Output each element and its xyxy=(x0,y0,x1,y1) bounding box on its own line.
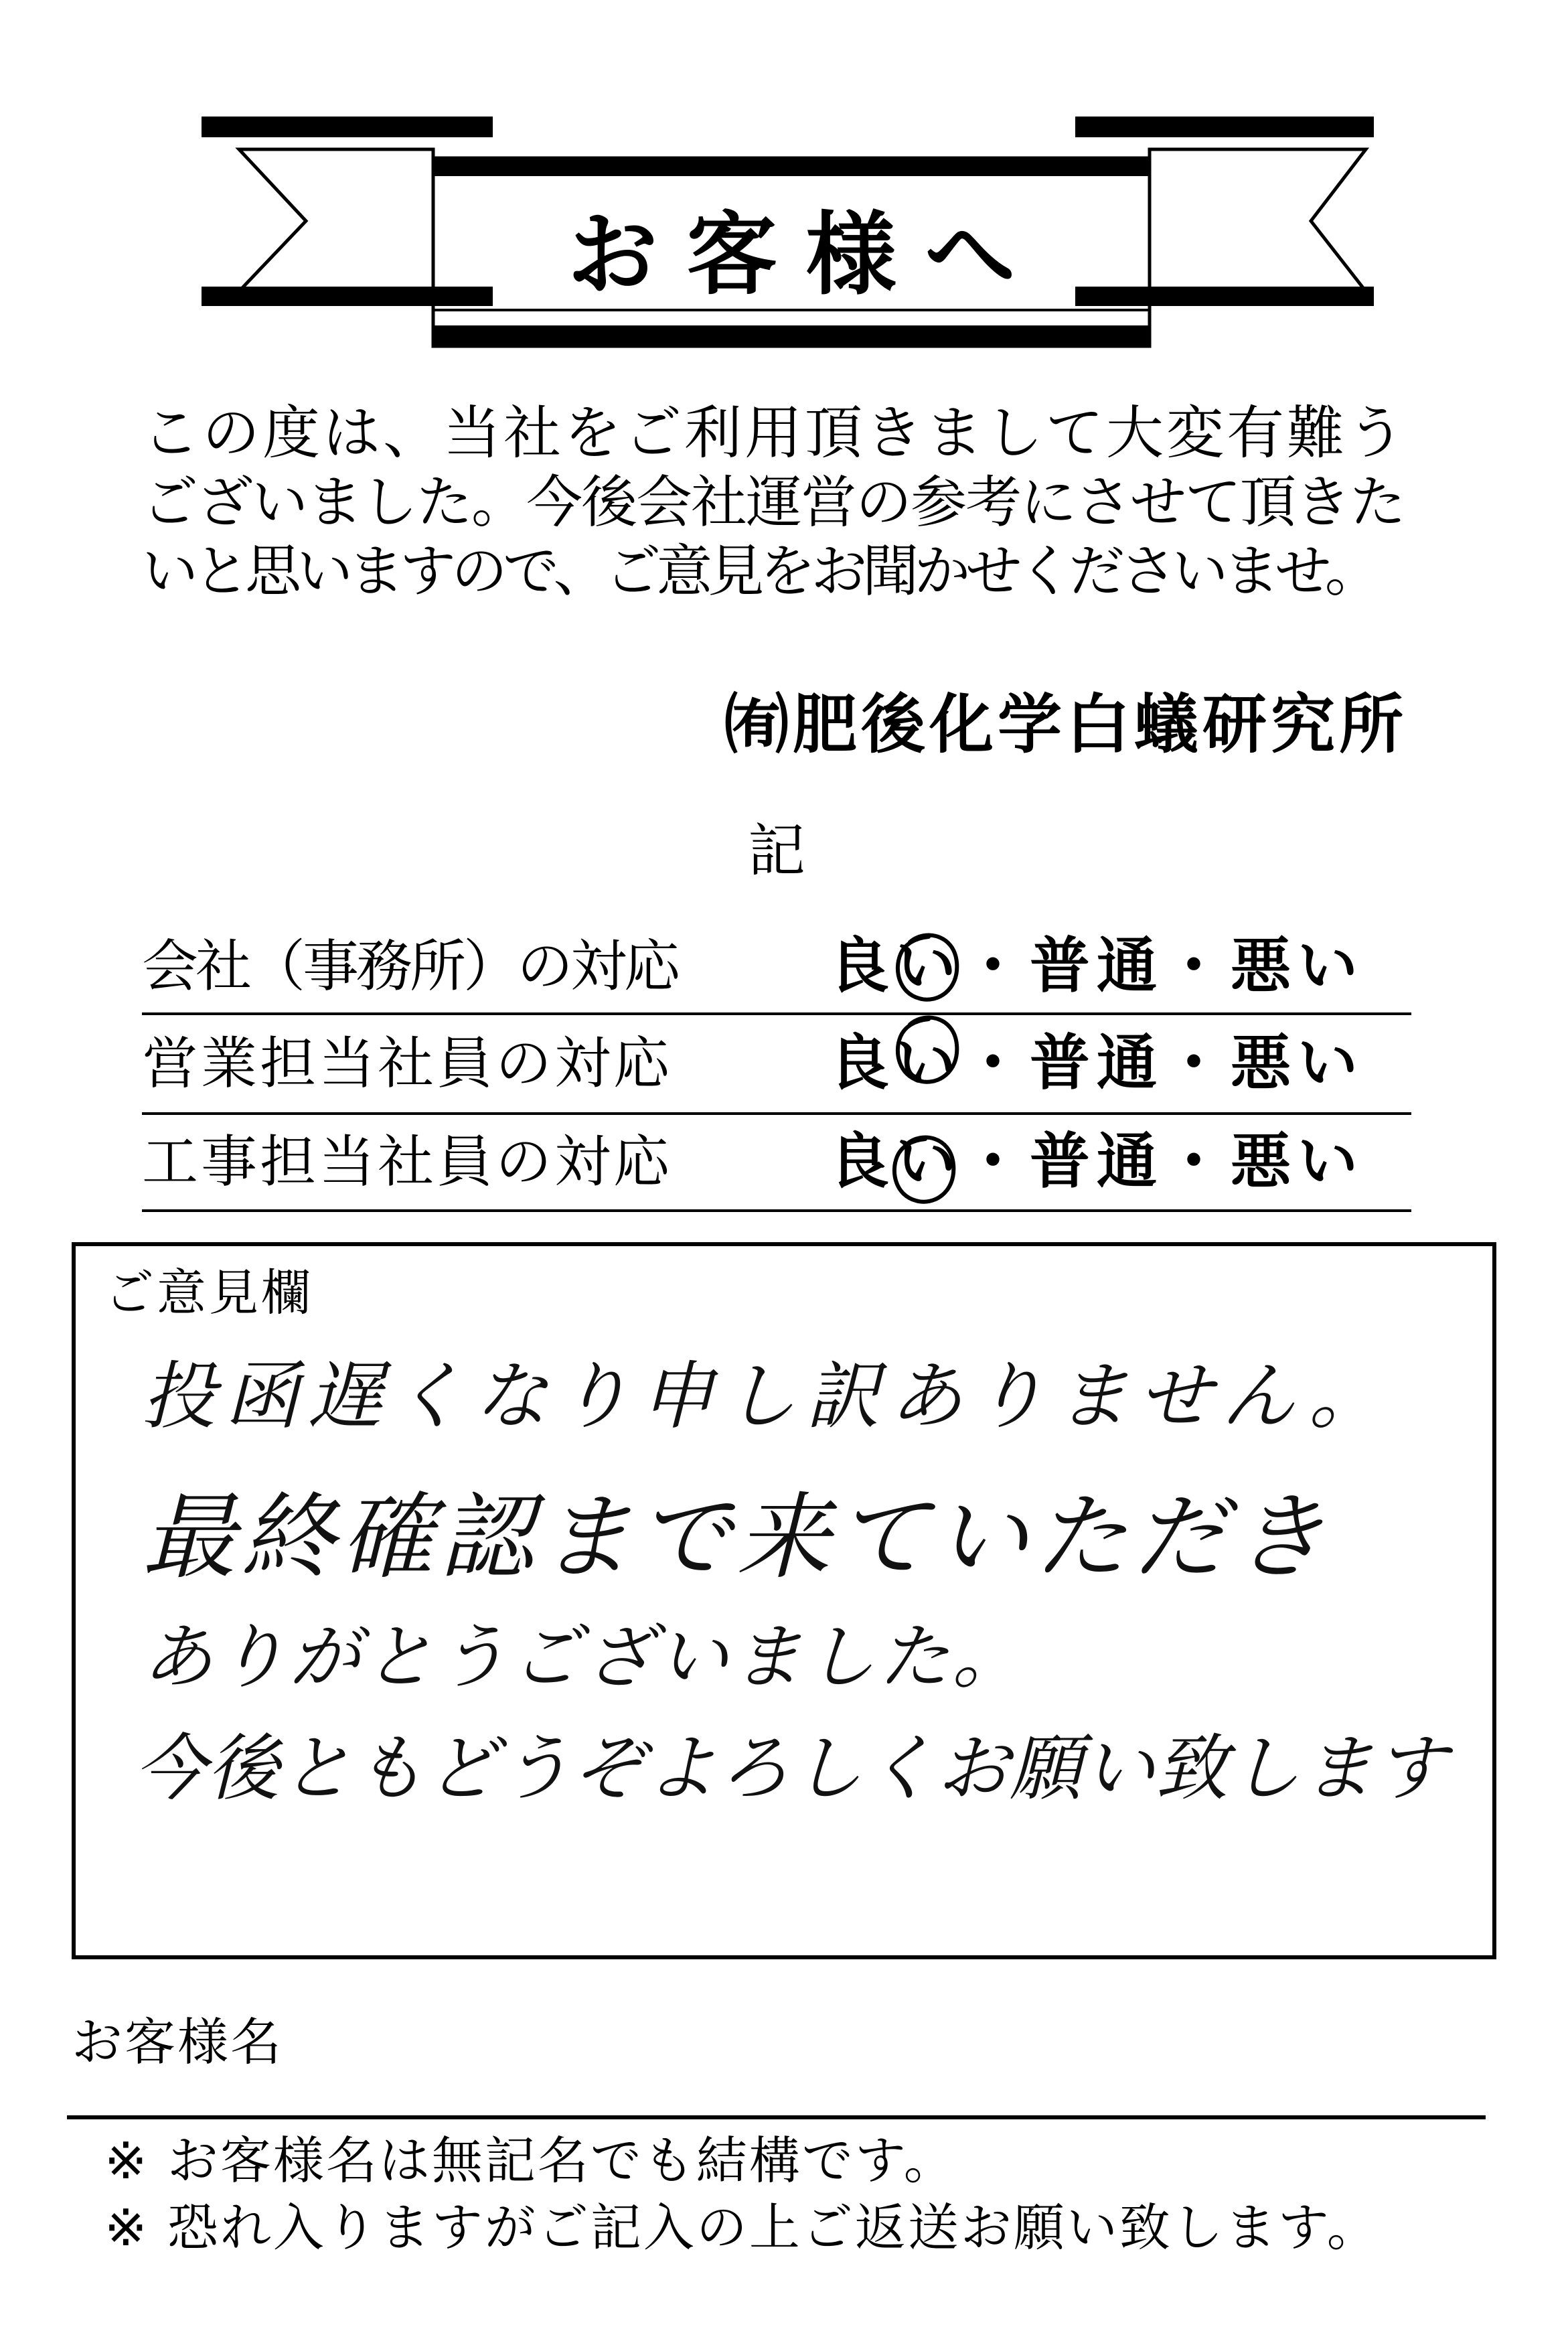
selection-circle-stroke xyxy=(894,1138,953,1202)
selection-circle xyxy=(890,1008,962,1089)
company-name: ㈲肥後化学白蟻研究所 xyxy=(724,687,1407,762)
rating-separator: ・ xyxy=(963,931,1030,1001)
rating-row-label: 会社（事務所）の対応 xyxy=(142,933,678,999)
rating-option-normal: 普通 xyxy=(1030,931,1164,1001)
handwritten-comment-line: 最終確認まで来ていただき xyxy=(142,1483,1332,1592)
rating-row-label: 工事担当社員の対応 xyxy=(142,1129,673,1195)
selection-circle-stroke xyxy=(898,935,957,1000)
rating-separator: ・ xyxy=(963,1126,1030,1197)
rating-row xyxy=(142,1029,1411,1115)
rating-row xyxy=(142,931,1411,1015)
handwritten-comment-line: 投函遅くなり申し訳ありません。 xyxy=(142,1353,1392,1439)
record-heading: 記 xyxy=(748,818,805,885)
rating-option-normal: 普通 xyxy=(1030,1028,1164,1098)
banner-right-top-bar xyxy=(1075,117,1374,137)
note-line: ※ お客様名は無記名でも結構です。 xyxy=(104,2131,957,2190)
note-line: ※ 恐れ入りますがご記入の上ご返送お願い致します。 xyxy=(104,2198,1380,2257)
intro-line: いと思いますので、ご意見をお聞かせくださいませ。 xyxy=(142,538,1377,604)
selection-circle-stroke xyxy=(898,1018,957,1082)
banner-left-top-bar xyxy=(202,117,493,137)
intro-line: ございました。今後会社運営の参考にさせて頂きた xyxy=(142,469,1405,535)
intro-paragraph xyxy=(142,399,1407,606)
customer-name-underline xyxy=(67,2115,1486,2119)
rating-option-good: 良い xyxy=(829,1127,963,1197)
rating-option-bad: 悪い xyxy=(1231,931,1364,1001)
banner-center-top-bar xyxy=(433,158,1150,176)
rating-row-label: 営業担当社員の対応 xyxy=(142,1031,673,1096)
handwritten-comment-line: 今後ともどうぞよろしくお願い致します xyxy=(134,1727,1448,1811)
title-banner xyxy=(0,0,1568,375)
rating-options xyxy=(829,1029,1364,1098)
rating-option-bad: 悪い xyxy=(1231,1028,1364,1098)
rating-option-bad: 悪い xyxy=(1231,1126,1364,1197)
rating-separator: ・ xyxy=(963,1028,1030,1098)
handwritten-comment-line: ありがとうございました。 xyxy=(142,1616,1026,1698)
selection-circle xyxy=(886,1128,959,1209)
banner-center-bottom-bar xyxy=(433,325,1150,346)
comment-box xyxy=(72,1242,1496,1959)
rating-options xyxy=(829,931,1364,1001)
banner-left-tail xyxy=(239,149,433,291)
rating-option-good: 良い xyxy=(829,931,963,1001)
rating-separator: ・ xyxy=(1164,1028,1231,1098)
comment-box-label: ご意見欄 xyxy=(104,1264,313,1322)
rating-separator: ・ xyxy=(1164,931,1231,1001)
intro-line: この度は、当社をご利用頂きまして大変有難う xyxy=(142,400,1407,467)
rating-row xyxy=(142,1127,1411,1212)
banner-title: お客様へ xyxy=(567,201,1044,307)
customer-name-label: お客様名 xyxy=(72,2012,283,2072)
selection-circle xyxy=(890,926,962,1006)
banner-right-tail xyxy=(1150,149,1366,291)
rating-option-good: 良い xyxy=(829,1029,963,1098)
rating-option-normal: 普通 xyxy=(1030,1126,1164,1197)
rating-options xyxy=(829,1127,1364,1197)
rating-separator: ・ xyxy=(1164,1126,1231,1197)
